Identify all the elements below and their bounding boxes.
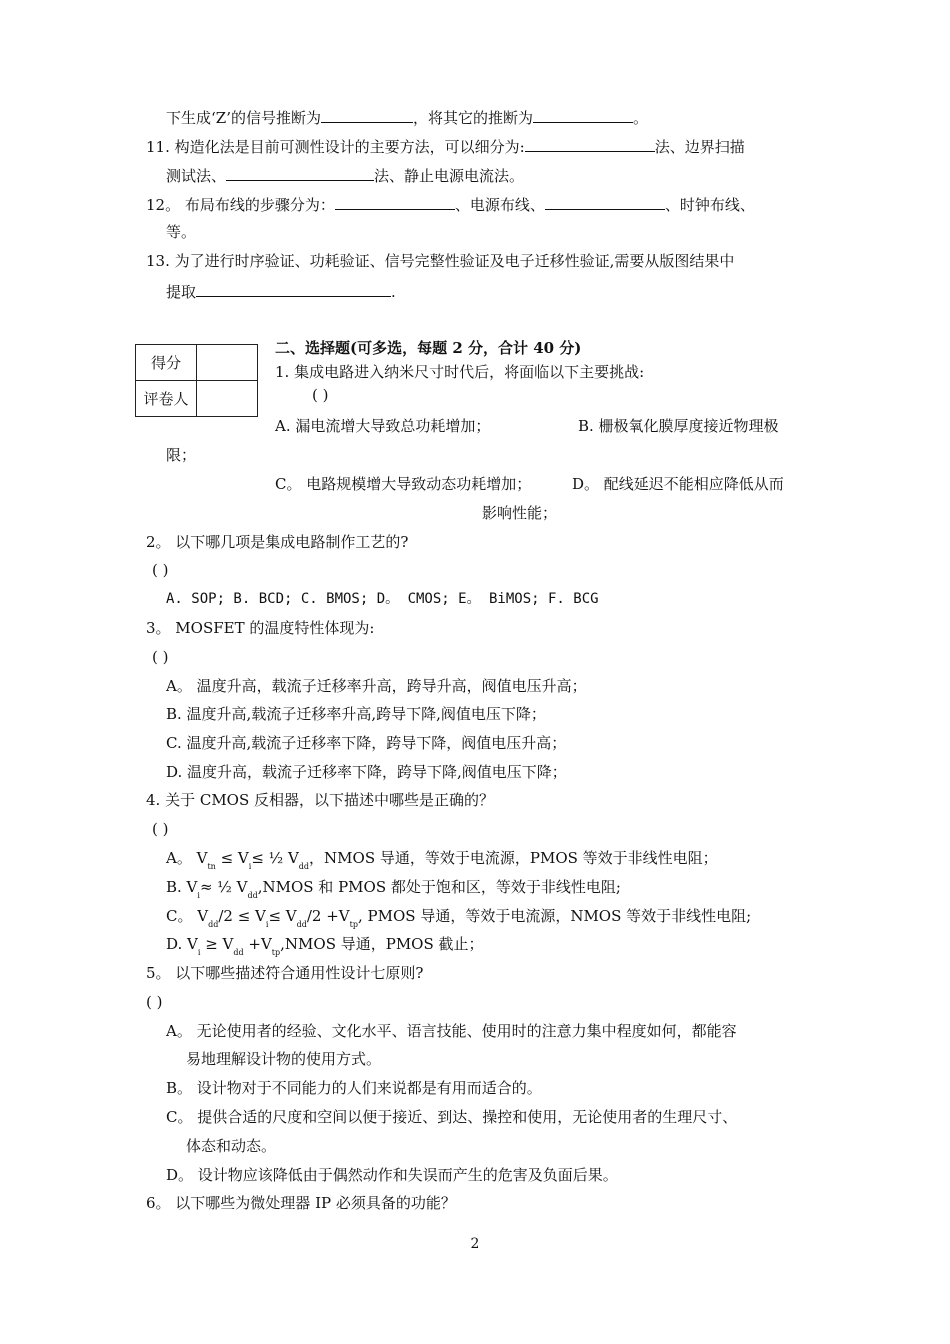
q5-option-c-cont: 体态和动态。 xyxy=(186,1137,277,1155)
blank[interactable] xyxy=(525,135,655,152)
q13-line1: 13. 为了进行时序验证、功耗验证、信号完整性验证及电子迁移性验证,需要从版图结果中 xyxy=(146,252,735,270)
q6-stem: 6。 以下哪些为微处理器 IP 必须具备的功能？ xyxy=(146,1194,456,1212)
blank[interactable] xyxy=(335,193,455,210)
q4-option-c: C。 $V_{dd}/2 \le V_i\le V_{dd}/2 +V_{tp}$, PMOS 导通，等效于电流源，NMOS 等效于非线性电阻; xyxy=(166,907,752,929)
q4-option-d: D. $V_i \ge V_{dd}$ $+V_{tp},NMOS$ 导通，PMOS 截止； xyxy=(166,935,484,957)
q1-option-b-cont: 限； xyxy=(166,446,197,464)
q10-tail: 下生成‘Z’的信号推断为 ，将其它的推断为 。 xyxy=(166,106,648,128)
q4-paren[interactable]: ( ) xyxy=(152,820,169,838)
q3-option-a: A。 温度升高，载流子迁移率升高，跨导升高，阀值电压升高； xyxy=(166,677,587,695)
q1-paren[interactable]: ( ) xyxy=(312,386,329,404)
blank[interactable] xyxy=(321,106,413,123)
reviewer-label: 评卷人 xyxy=(136,381,197,417)
q1-option-d: D。 配线延迟不能相应降低从而 xyxy=(572,475,784,493)
score-table xyxy=(135,344,258,417)
q5-stem: 5。 以下哪些描述符合通用性设计七原则? xyxy=(146,964,424,982)
blank[interactable] xyxy=(545,193,665,210)
q1-option-b: B. 栅极氧化膜厚度接近物理极 xyxy=(578,417,779,435)
q4-stem: 4. 关于 CMOS 反相器，以下描述中哪些是正确的？ xyxy=(146,791,495,809)
page-number: 2 xyxy=(470,1236,480,1252)
q3-option-b: B. 温度升高,载流子迁移率升高,跨导下降,阀值电压下降； xyxy=(166,705,546,723)
q3-option-c: C. 温度升高,载流子迁移率下降，跨导下降，阀值电压升高； xyxy=(166,734,567,752)
q11-line2: 测试法、 法、静止电源电流法。 xyxy=(166,164,524,186)
q12-line1: 12。 布局布线的步骤分为： 、电源布线、 、时钟布线、 xyxy=(146,193,755,215)
q4-option-b: B. $V_i\approx$ ½ $V_{dd},NMOS$ 和 PMOS 都处于饱和区，等效于非线性电阻; xyxy=(166,878,621,900)
q2-paren[interactable]: ( ) xyxy=(152,561,169,579)
score-cell[interactable] xyxy=(197,345,258,381)
q2-options: A. SOP; B. BCD; C. BMOS; D。 CMOS; E。 BiMOS; F. BCG xyxy=(166,591,599,607)
score-label: 得分 xyxy=(136,345,197,381)
q3-option-d: D. 温度升高，载流子迁移率下降，跨导下降,阀值电压下降； xyxy=(166,763,567,781)
reviewer-cell[interactable] xyxy=(197,381,258,417)
q11-line1: 11. 构造化法是目前可测性设计的主要方法，可以细分为: 法、边界扫描 xyxy=(146,135,745,157)
q2-stem: 2。 以下哪几项是集成电路制作工艺的? xyxy=(146,533,409,551)
section-title: 二、选择题(可多选，每题 2 分，合计 40 分) xyxy=(275,339,582,357)
blank[interactable] xyxy=(196,280,391,297)
q5-paren[interactable]: ( ) xyxy=(146,993,163,1011)
q1-option-d-cont: 影响性能； xyxy=(482,504,558,522)
q5-option-a-cont: 易地理解设计物的使用方式。 xyxy=(186,1050,382,1068)
blank[interactable] xyxy=(226,164,374,181)
q12-line2: 等。 xyxy=(166,223,197,241)
q1-option-a: A. 漏电流增大导致总功耗增加； xyxy=(275,417,491,435)
q4-option-a: A。 $V_{tn} \le V_i\le$ ½ $V_{dd}$，NMOS 导通，等效于电流源，PMOS 等效于非线性电阻； xyxy=(166,849,718,871)
blank[interactable] xyxy=(533,106,633,123)
q5-option-d: D。 设计物应该降低由于偶然动作和失误而产生的危害及负面后果。 xyxy=(166,1166,618,1184)
q3-paren[interactable]: ( ) xyxy=(152,648,169,666)
q5-option-a: A。 无论使用者的经验、文化水平、语言技能、使用时的注意力集中程度如何，都能容 xyxy=(166,1022,737,1040)
q1-stem: 1. 集成电路进入纳米尺寸时代后，将面临以下主要挑战: xyxy=(275,363,645,381)
q3-stem: 3。 MOSFET 的温度特性体现为: xyxy=(146,619,375,637)
q5-option-b: B。 设计物对于不同能力的人们来说都是有用而适合的。 xyxy=(166,1079,542,1097)
q5-option-c: C。 提供合适的尺度和空间以便于接近、到达、操控和使用，无论使用者的生理尺寸、 xyxy=(166,1108,738,1126)
q1-option-c: C。 电路规模增大导致动态功耗增加； xyxy=(275,475,532,493)
q13-line2: 提取 . xyxy=(166,280,396,302)
